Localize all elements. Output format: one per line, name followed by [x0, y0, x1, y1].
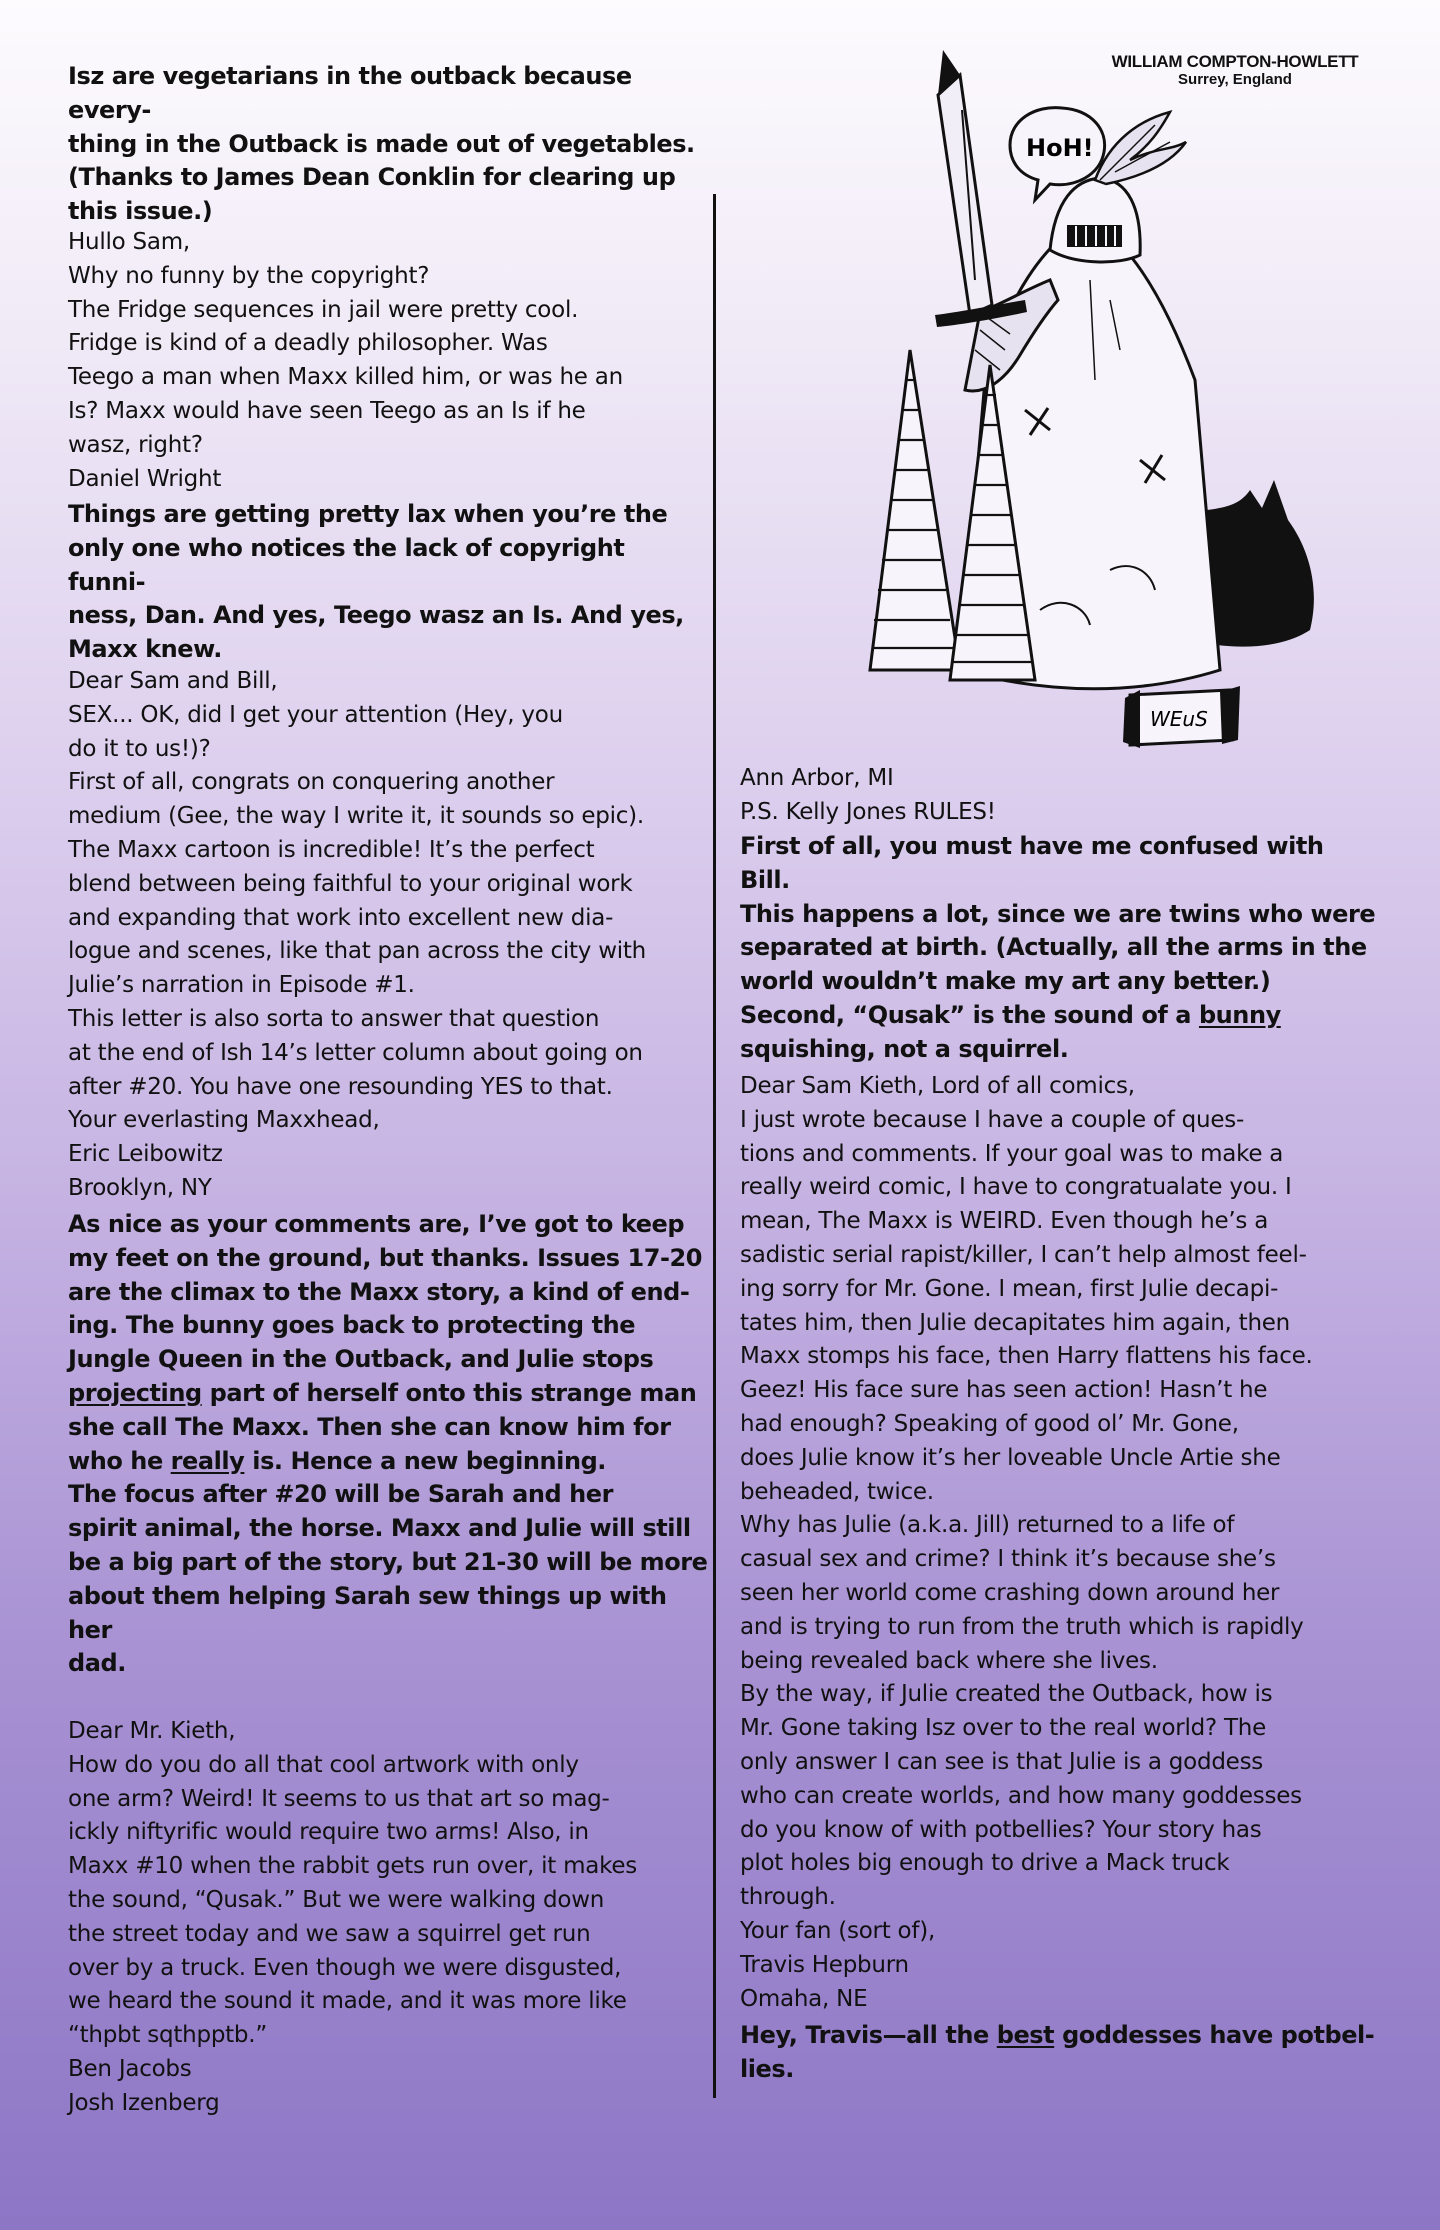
- reply-text-part-2: part of herself onto this strange man she call The Maxx. Then she can know him for who he: [68, 1378, 697, 1475]
- editor-note-isz: Isz are vegetarians in the outback because every- thing in the Outback is made out of vegetables. (Thanks to James Dean Conklin for clearing up this issue.): [68, 62, 695, 226]
- speech-bubble-text: HoH!: [1026, 134, 1094, 162]
- reply-text-part-2: squishing, not a squirrel.: [740, 1034, 1069, 1063]
- underlined-word-bunny: bunny: [1198, 1000, 1281, 1029]
- reply-daniel-wright: [68, 498, 708, 667]
- reply-text-part-2: goddesses have potbel- lies.: [740, 2021, 1375, 2083]
- underlined-word-best: best: [996, 2021, 1055, 2049]
- reply-text-part-1: Hey, Travis—all the: [740, 2021, 997, 2049]
- reply-text-part-3: is. Hence a new beginning. The focus after #20 will be Sarah and her spirit animal, the horse. Maxx and Julie will still be a big part of the story, but 21-30 will be more about them helping Sarah sew things up with her dad.: [68, 1446, 708, 1678]
- signature-plaque: [1123, 686, 1240, 748]
- plaque-text: WEuS: [1150, 707, 1208, 731]
- reply-text-part-1: First of all, you must have me confused with Bill. This happens a lot, since we are twins who were separated at birth. (Actually, all the arms in the world wouldn’t make my art any better.) Second, “Qusak” is the sound of a: [740, 832, 1376, 1029]
- reply-travis-hepburn: [740, 2019, 1380, 2087]
- reply-daniel-wright-text: Things are getting pretty lax when you’re the only one who notices the lack of copyright funni- ness, Dan. And yes, Teego wasz an Is. And yes, Maxx knew.: [68, 500, 684, 664]
- artist-name: WILLIAM COMPTON-HOWLETT: [1111, 52, 1359, 71]
- reply-text-part-1: As nice as your comments are, I’ve got to keep my feet on the ground, but thanks. Issues 17-20 are the climax to the Maxx story, a kind of end- ing. The bunny goes back to protecting the Jungle Queen in the Outback, and Julie stops: [68, 1210, 703, 1374]
- letter-eric-leibowitz: Dear Sam and Bill, SEX... OK, did I get your attention (Hey, you do it to us!)? First of all, congrats on conquering another medium (Gee, the way I write it, it sounds so epic). The Maxx cartoon is incredible! It’s the perfect blend between being faithful to your original work and expanding that work into excellent new dia- logue and scenes, like that pan across the city with Julie’s narration in Episode #1. This letter is also sorta to answer that question at the end of Ish 14’s letter column about going on after #20. You have one resounding YES to that. Your everlasting Maxxhead, Eric Leibowitz Brooklyn, NY: [68, 668, 647, 1201]
- column-divider: [713, 194, 716, 2098]
- letter-daniel-wright: Hullo Sam, Why no funny by the copyright? The Fridge sequences in jail were pretty cool. Fridge is kind of a deadly philosopher. Was Teego a man when Maxx killed him, or was he an Is? Maxx would have seen Teego as an Is if he wasz, right? Daniel Wright: [68, 229, 623, 492]
- underlined-word-really: really: [170, 1446, 245, 1475]
- letter-ben-jacobs-end: Ann Arbor, MI P.S. Kelly Jones RULES!: [740, 765, 996, 825]
- reply-ben-jacobs: [740, 830, 1380, 1067]
- letter-travis-hepburn: Dear Sam Kieth, Lord of all comics, I just wrote because I have a couple of ques- tions and comments. If your goal was to make a really weird comic, I have to congratualate you. I mean, The Maxx is WEIRD. Even though he’s a sadistic serial rapist/killer, I can’t help almost feel- ing sorry for Mr. Gone. I mean, first Julie decapi- tates him, then Julie decapitates him again, then Maxx stomps his face, then Harry flattens his face. Geez! His face sure has seen action! Hasn’t he had enough? Speaking of good ol’ Mr. Gone, does Julie know it’s her loveable Uncle Artie she beheaded, twice. Why has Julie (a.k.a. Jill) returned to a life of casual sex and crime? I think it’s because she’s seen her world come crashing down around her and is trying to run from the truth which is rapidly being revealed back where she lives. By the way, if Julie created the Outback, how is Mr. Gone taking Isz over to the real world? The only answer I can see is that Julie is a goddess who can create worlds, and how many goddesses do you know of with potbellies? Your story has plot holes big enough to drive a Mack truck through. Your fan (sort of), Travis Hepburn Omaha, NE: [740, 1073, 1313, 2012]
- reply-eric-leibowitz: [68, 1208, 708, 1681]
- artist-location: Surrey, England: [1178, 71, 1292, 88]
- striped-cone-left: [870, 350, 960, 670]
- fan-art-illustration: [810, 50, 1370, 750]
- letter-ben-jacobs-josh-izenberg: Dear Mr. Kieth, How do you do all that cool artwork with only one arm? Weird! It seems to us that art so mag- ickly niftyrific would require two arms! Also, in Maxx #10 when the rabbit gets run over, it makes the sound, “Qusak.” But we were walking down the street today and we saw a squirrel get run over by a truck. Even though we were disgusted, we heard the sound it made, and it was more like “thpbt sqthpptb.” Ben Jacobs Josh Izenberg: [68, 1718, 638, 2116]
- underlined-word-projecting: projecting: [68, 1378, 202, 1407]
